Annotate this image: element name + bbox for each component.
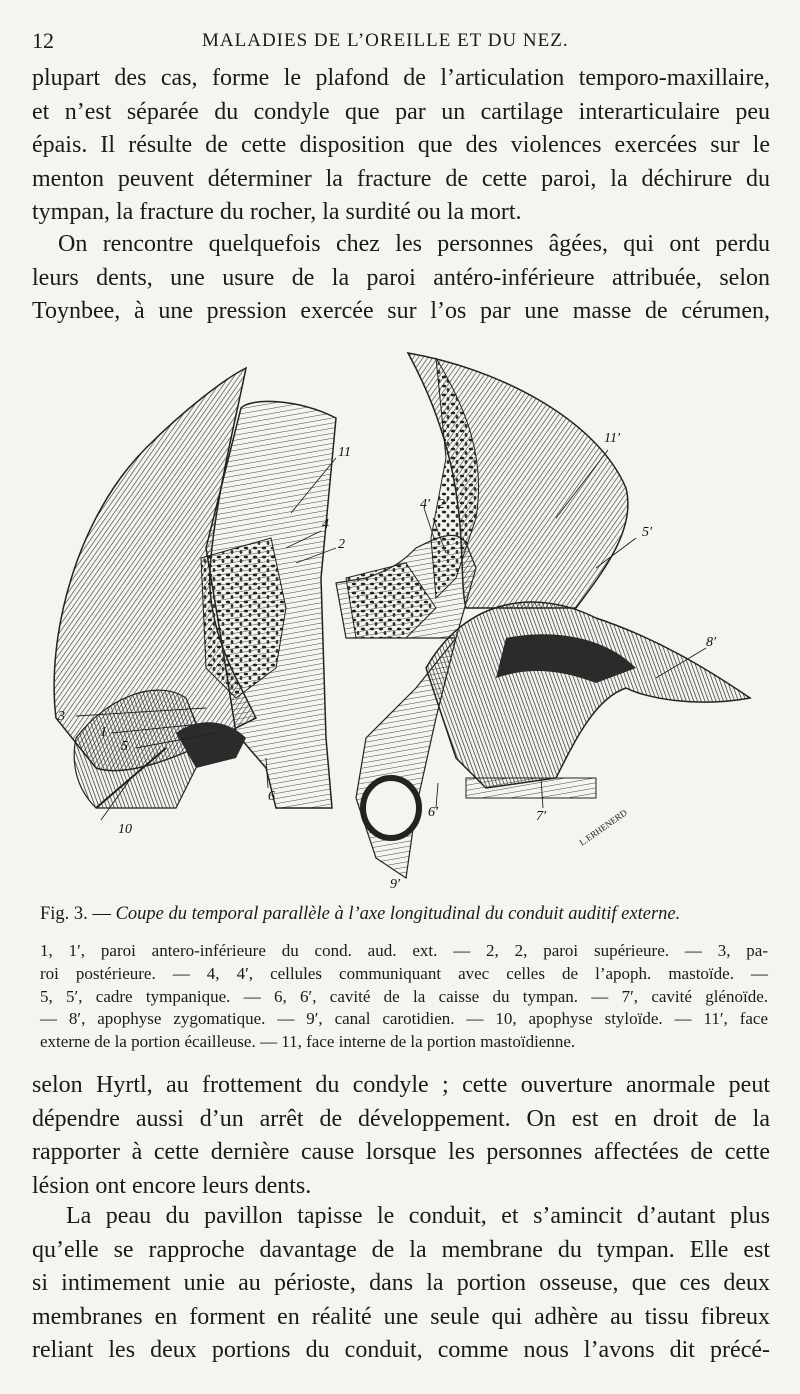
engraver-signature: L.ERHENERD [577, 807, 629, 848]
running-head: MALADIES DE L’OREILLE ET DU NEZ. [202, 30, 569, 51]
figure-caption [40, 904, 770, 925]
label-7-prime: 7′ [536, 809, 547, 824]
legend-line: 5, 5′, cadre tympanique. — 6, 6′, cavité de la caisse du tympan. — 7′, cavité glénoïde. [40, 986, 768, 1006]
text-line: épais. Il résulte de cette disposition que des violences exercées sur le [32, 132, 770, 158]
text-line: menton peuvent déterminer la fracture de cette paroi, la déchirure du [32, 165, 770, 192]
label-1: 1 [100, 725, 107, 740]
label-9-prime: 9′ [390, 877, 401, 892]
text-line: rapporter à cette dernière cause lorsque les personnes affectées de cette [32, 1139, 770, 1165]
text-line: membranes en forment en réalité une seule qui adhère au tissu fibreux [32, 1303, 770, 1330]
legend-line: 1, 1′, paroi antero-inférieure du cond. aud. ext. — 2, 2, paroi supérieure. — 3, pa- [40, 941, 768, 960]
text-line: tympan, la fracture du rocher, la surdité ou la mort. [32, 199, 522, 225]
text-line: dépendre aussi d’un arrêt de développement. On est en droit de la [32, 1105, 770, 1132]
anatomical-engraving [36, 338, 770, 900]
text-line: et n’est séparée du condyle que par un cartilage interarticulaire peu [32, 98, 770, 125]
text-line: qu’elle se rapproche davantage de la membrane du tympan. Elle est [32, 1236, 770, 1263]
figure-number: Fig. 3. — [40, 904, 111, 924]
text-line: leurs dents, une usure de la paroi antéro-inférieure attribuée, selon [32, 264, 770, 291]
label-5: 5 [121, 739, 128, 754]
label-6-prime: 6′ [428, 805, 439, 820]
label-2-prime: 2′ [438, 497, 449, 512]
text-line: Toynbee, à une pression exercée sur l’os par une masse de cérumen, [32, 298, 770, 324]
text-line: si intimement unie au périoste, dans la portion osseuse, que ces deux [32, 1270, 770, 1296]
text-line: reliant les deux portions du conduit, comme nous l’avons dit précé- [32, 1337, 770, 1363]
label-4: 4 [322, 517, 329, 532]
paragraph-bottom-1 [32, 1069, 770, 1203]
label-3: 3 [58, 709, 65, 724]
text-line: plupart des cas, forme le plafond de l’articulation temporo-maxillaire, [32, 65, 770, 91]
text-line: La peau du pavillon tapisse le conduit, et s’amincit d’autant plus [66, 1203, 770, 1229]
label-8-prime: 8′ [706, 635, 717, 650]
legend-line: externe de la portion écailleuse. — 11, face interne de la portion mastoïdienne. [40, 1032, 576, 1052]
text-line: On rencontre quelquefois chez les personnes âgées, qui ont perdu [58, 231, 770, 257]
figure-description: Coupe du temporal parallèle à l’axe longitudinal du conduit auditif externe. [115, 904, 681, 924]
left-bone-section [54, 368, 336, 808]
legend-line: roi postérieure. — 4, 4′, cellules communiquant avec celles de l’apoph. mastoïde. — [40, 963, 768, 983]
label-11: 11 [338, 445, 351, 460]
label-2: 2 [338, 537, 345, 552]
legend-line: — 8′, apophyse zygomatique. — 9′, canal carotidien. — 10, apophyse styloïde. — 11′, face [40, 1009, 768, 1029]
label-11-prime: 11′ [604, 431, 621, 446]
text-line: selon Hyrtl, au frottement du condyle ; cette ouverture anormale peut [32, 1072, 770, 1098]
page-number: 12 [32, 28, 54, 53]
paragraph-top-1 [32, 62, 770, 230]
label-5-prime: 5′ [642, 525, 653, 540]
paragraph-bottom-2 [32, 1200, 770, 1368]
text-line: lésion ont encore leurs dents. [32, 1172, 312, 1199]
page-header [32, 28, 770, 58]
label-10: 10 [118, 822, 132, 837]
label-4-prime: 4′ [420, 497, 431, 512]
paragraph-top-2 [32, 228, 770, 329]
label-6: 6 [268, 789, 275, 804]
figure-legend [40, 940, 768, 1054]
